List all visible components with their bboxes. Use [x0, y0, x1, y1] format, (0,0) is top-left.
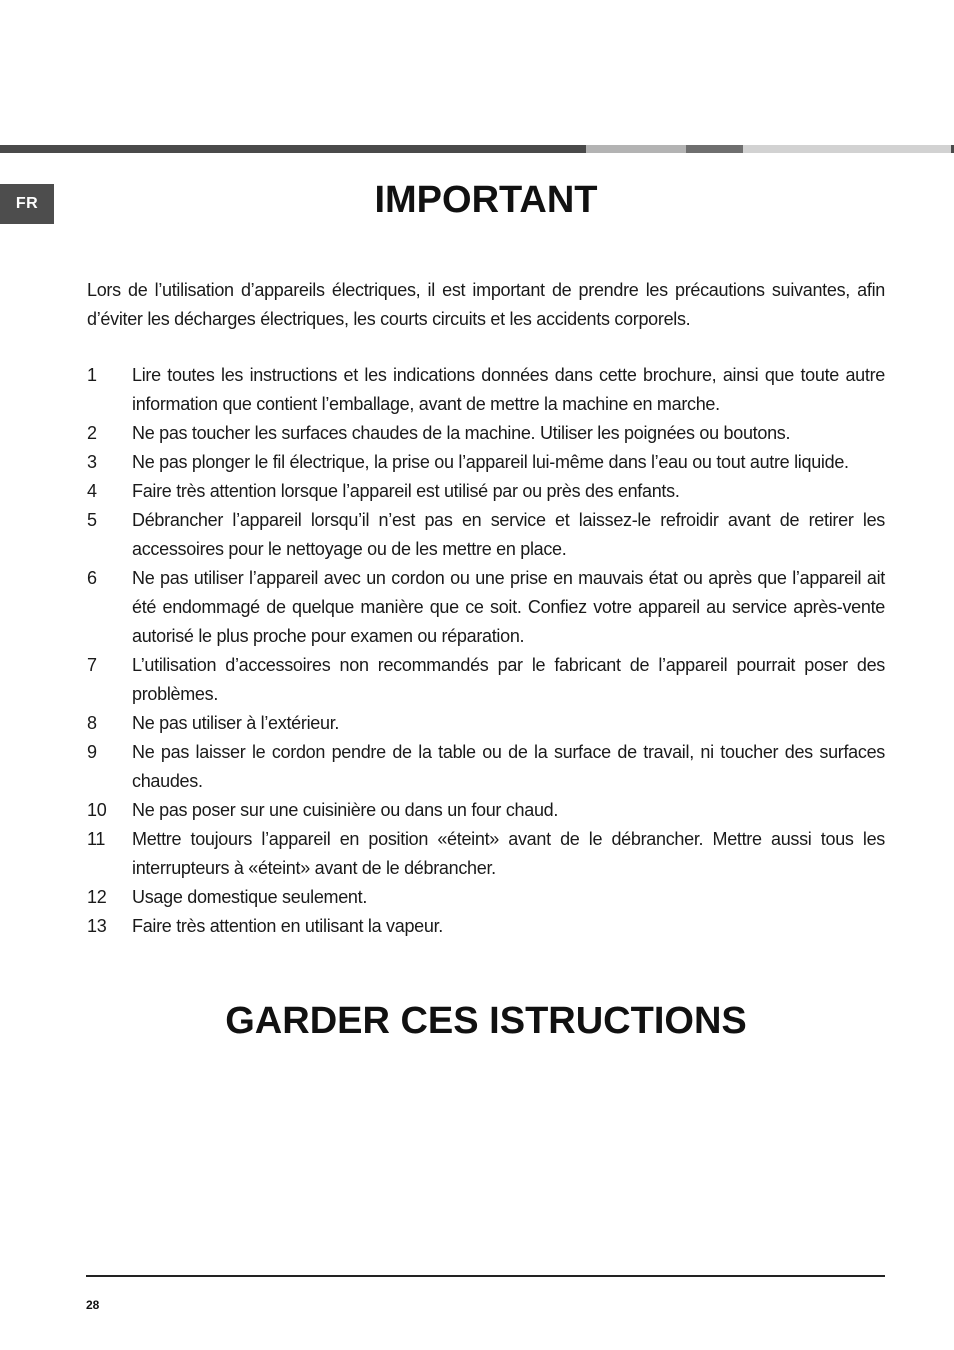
list-item: [87, 651, 885, 709]
item-number: 12: [87, 887, 107, 907]
language-tab: FR: [0, 184, 54, 224]
list-item: [87, 361, 885, 419]
item-number: 8: [87, 713, 97, 733]
item-text: Ne pas utiliser l’appareil avec un cordon ou une prise en mauvais état ou après que l’appareil ait été endommagé de quelque manière que ce soit. Confiez votre appareil au service après-vente autorisé le plus proche pour examen ou réparation.: [132, 568, 885, 646]
item-text: Ne pas poser sur une cuisinière ou dans un four chaud.: [132, 800, 559, 820]
item-text: L’utilisation d’accessoires non recommandés par le fabricant de l’appareil pourrait poser des problèmes.: [132, 655, 885, 704]
header-bar-segment-dark: [0, 145, 586, 153]
header-bar-segment-mid: [686, 145, 743, 153]
header-bar-segment-pale: [743, 145, 951, 153]
item-text: Faire très attention en utilisant la vapeur.: [132, 916, 443, 936]
item-number: 10: [87, 800, 107, 820]
item-text: Débrancher l’appareil lorsqu’il n’est pas en service et laissez-le refroidir avant de retirer les accessoires pour le nettoyage ou de les mettre en place.: [132, 510, 885, 559]
list-item: [87, 564, 885, 651]
section-subtitle: GARDER CES ISTRUCTIONS: [225, 1000, 747, 1042]
item-text: Mettre toujours l’appareil en position «éteint» avant de le débrancher. Mettre aussi tous les interrupteurs à «éteint» avant de le débrancher.: [132, 829, 885, 878]
item-number: 2: [87, 423, 97, 443]
list-item: [87, 506, 885, 564]
footer-divider: [86, 1275, 885, 1277]
list-item: [87, 419, 885, 448]
list-item: [87, 912, 885, 941]
item-number: 3: [87, 452, 97, 472]
intro-paragraph: Lors de l’utilisation d’appareils électriques, il est important de prendre les précautions suivantes, afin d’éviter les décharges électriques, les courts circuits et les accidents corporels.: [87, 280, 885, 329]
item-number: 4: [87, 481, 97, 501]
list-item: [87, 883, 885, 912]
item-number: 7: [87, 655, 97, 675]
item-text: Usage domestique seulement.: [132, 887, 368, 907]
list-item: [87, 738, 885, 796]
list-item: [87, 825, 885, 883]
page-title: IMPORTANT: [374, 179, 598, 221]
list-item: [87, 796, 885, 825]
header-color-bar: [0, 145, 954, 153]
item-text: Ne pas plonger le fil électrique, la prise ou l’appareil lui-même dans l’eau ou tout autre liquide.: [132, 452, 849, 472]
item-number: 5: [87, 510, 97, 530]
safety-instructions-list: [87, 361, 885, 941]
list-item: [87, 448, 885, 477]
item-number: 9: [87, 742, 97, 762]
header-bar-segment-light: [586, 145, 686, 153]
item-text: Ne pas laisser le cordon pendre de la table ou de la surface de travail, ni toucher des surfaces chaudes.: [132, 742, 885, 791]
list-item: [87, 477, 885, 506]
item-number: 6: [87, 568, 97, 588]
page-number: 28: [86, 1298, 100, 1312]
list-item: [87, 709, 885, 738]
item-text: Lire toutes les instructions et les indications données dans cette brochure, ainsi que toute autre information que contient l’emballage, avant de mettre la machine en marche.: [132, 365, 885, 414]
item-number: 1: [87, 365, 97, 385]
item-text: Ne pas toucher les surfaces chaudes de la machine. Utiliser les poignées ou boutons.: [132, 423, 791, 443]
item-number: 11: [87, 829, 106, 849]
item-number: 13: [87, 916, 107, 936]
item-text: Ne pas utiliser à l’extérieur.: [132, 713, 340, 733]
item-text: Faire très attention lorsque l’appareil est utilisé par ou près des enfants.: [132, 481, 680, 501]
